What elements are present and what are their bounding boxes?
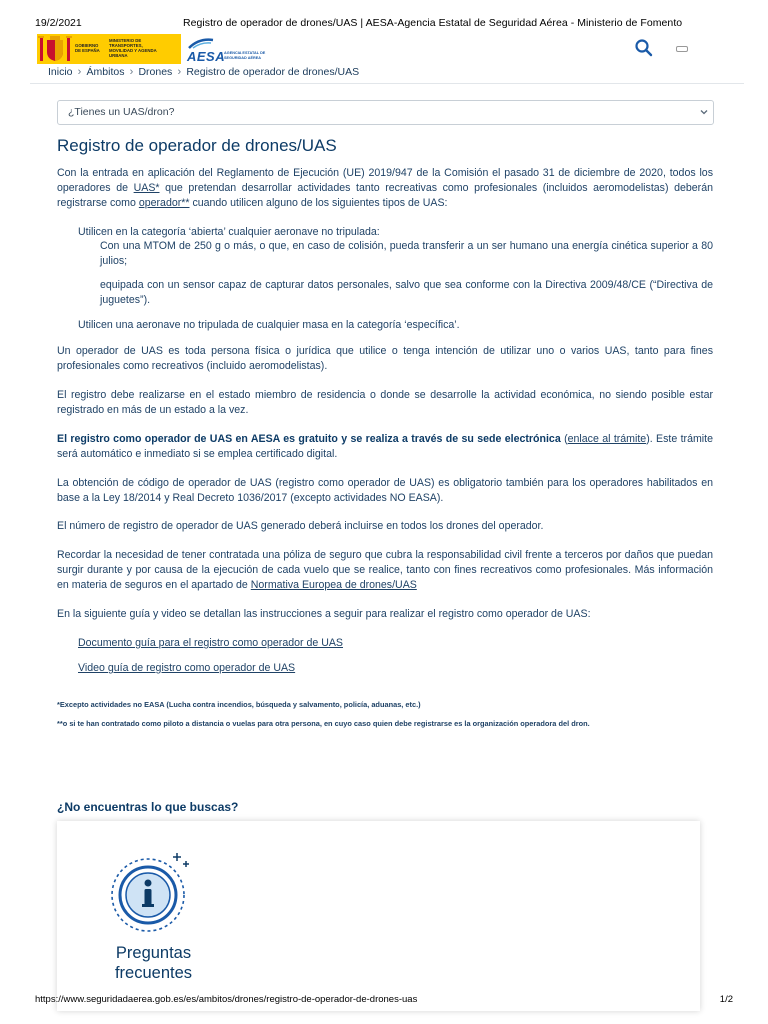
seguro-text: Recordar la necesidad de tener contratada una póliza de seguro que cubra la responsabilidad civil frente a terceros por daños que puedan surgir durante y por causa de la ejecución de cada vuelo que se realice, tanto con fines recreativos como profesionales. Más información en materia de seguros en el apartado de [57,549,713,591]
site-header [30,30,744,68]
search-icon [634,38,654,58]
breadcrumb-ambitos[interactable]: Ámbitos [86,66,125,78]
breadcrumb-inicio[interactable]: Inicio [48,66,73,78]
print-date: 19/2/2021 [35,17,82,29]
print-title: Registro de operador de drones/UAS | AESA-Agencia Estatal de Seguridad Aérea - Ministerio de Fomento [183,17,683,29]
link-item-documento [78,636,713,651]
gratuito-rest-text: Este trámite será automático e inmediato si se emplea certificado digital. [57,433,713,460]
gratuito-bold-text: El registro como operador de UAS en AESA es gratuito y se realiza a través de su sede electrónica [57,433,561,445]
list-item-abierta: Utilicen en la categoría ‘abierta’ cualquier aeronave no tripulada: [78,226,380,238]
faq-card-title: Preguntas frecuentes [114,944,193,982]
uas-footnote-link[interactable]: UAS* [133,182,160,194]
operador-footnote-link[interactable]: operador** [138,197,190,209]
chevron-right-icon: › [77,66,82,78]
gobierno-text: GOBIERNO DE ESPAÑA [75,43,100,53]
chevron-right-icon: › [177,66,182,78]
page-title: Registro de operador de drones/UAS [57,136,337,155]
enlace-tramite-link[interactable]: enlace al trámite [567,433,647,445]
paragraph-gratuito: El registro como operador de UAS en AESA es gratuito y se realiza a través de su sede electrónica (enlace al trámite). Este trámite será automático e inmediato si se emplea certificado digital. [57,433,713,460]
intro-text-c: cuando utilicen alguno de los siguientes tipos de UAS: [189,197,448,209]
intro-text-b: que pretendan desarrollar actividades tanto recreativas como profesionales (incluidos aeromodelistas) deberán registrarse como [57,182,713,209]
paragraph-operador: Un operador de UAS es toda persona física o jurídica que utilice o tenga intención de utilizar uno o varios UAS, tanto para fines profesionales como recreativos (incluido aeromodelistas). [57,345,713,372]
chevron-right-icon: › [129,66,134,78]
breadcrumb [48,66,359,78]
normativa-europea-link[interactable]: Normativa Europea de drones/UAS [250,579,417,591]
link-item-video [78,661,713,676]
paragraph-numero: El número de registro de operador de UAS generado deberá incluirse en todos los drones del operador. [57,520,544,532]
print-url: https://www.seguridadaerea.gob.es/es/ambitos/drones/registro-de-operador-de-drones-uas [35,994,418,1005]
select-value: ¿Tienes un UAS/dron? [68,106,175,118]
breadcrumb-drones[interactable]: Drones [138,66,173,78]
paragraph-seguro [57,548,713,593]
info-icon [110,849,194,933]
chevron-down-icon [699,107,709,117]
footnote-excepto: *Excepto actividades no EASA (Lucha contra incendios, búsqueda y salvamento, policía, aduanas, etc.) [57,700,421,709]
paragraph-guia: En la siguiente guía y video se detallan las instrucciones a seguir para realizar el registro como operador de UAS: [57,608,591,620]
intro-text-a: Con la entrada en aplicación del Reglamento de Ejecución (UE) 2019/947 de la Comisión el pasado 31 de diciembre de 2020, todos los operadores de [57,167,713,194]
documento-guia-link[interactable]: Documento guía para el registro como operador de UAS [78,637,343,649]
intro-paragraph [57,166,713,211]
coat-of-arms-icon [37,34,73,64]
aesa-logo[interactable] [187,36,282,64]
breadcrumb-current: Registro de operador de drones/UAS [186,66,360,78]
header-divider [30,83,744,84]
menu-button[interactable] [676,46,688,52]
list-item-especifica: Utilicen una aeronave no tripulada de cualquier masa en la categoría ‘específica’. [78,319,460,331]
sub-list-item-sensor: equipada con un sensor capaz de capturar datos personales, salvo que sea conforme con la Directiva 2009/48/CE (“Directiva de juguetes”). [100,279,713,306]
sub-list-item-mtom: Con una MTOM de 250 g o más, o que, en caso de colisión, pueda transferir a un ser humano una energía cinética superior a 80 julios; [100,240,713,267]
print-footer [0,994,768,1024]
gobierno-logo[interactable] [37,34,181,64]
print-page-number: 1/2 [719,994,733,1005]
paragraph-codigo: La obtención de código de operador de UAS (registro como operador de UAS) es obligatorio también para los operadores habilitados en base a la Ley 18/2014 y Real Decreto 1036/2017 (excepto actividades NO EASA). [57,477,713,504]
ministerio-text: MINISTERIO DE TRANSPORTES, MOVILIDAD Y AGENDA URBANA [109,38,157,58]
aesa-swoosh-icon [187,36,217,50]
uas-question-select[interactable] [57,100,714,125]
search-button[interactable] [634,38,654,58]
not-found-heading: ¿No encuentras lo que buscas? [57,800,239,814]
paragraph-registro: El registro debe realizarse en el estado miembro de residencia o donde se desarrolle la actividad económica, no siendo posible estar registrado en más de un estado a la vez. [57,389,713,416]
aesa-subtitle: AGENCIA ESTATAL DE SEGURIDAD AÉREA [224,51,266,60]
video-guia-link[interactable]: Video guía de registro como operador de UAS [78,662,296,674]
aesa-wordmark: AESA [187,49,226,64]
faq-card[interactable] [57,821,700,1011]
footnote-piloto: **o si te han contratado como piloto a distancia o vuelas para otra persona, en cuyo caso quien debe registrarse es la organización operadora del dron. [57,719,590,728]
